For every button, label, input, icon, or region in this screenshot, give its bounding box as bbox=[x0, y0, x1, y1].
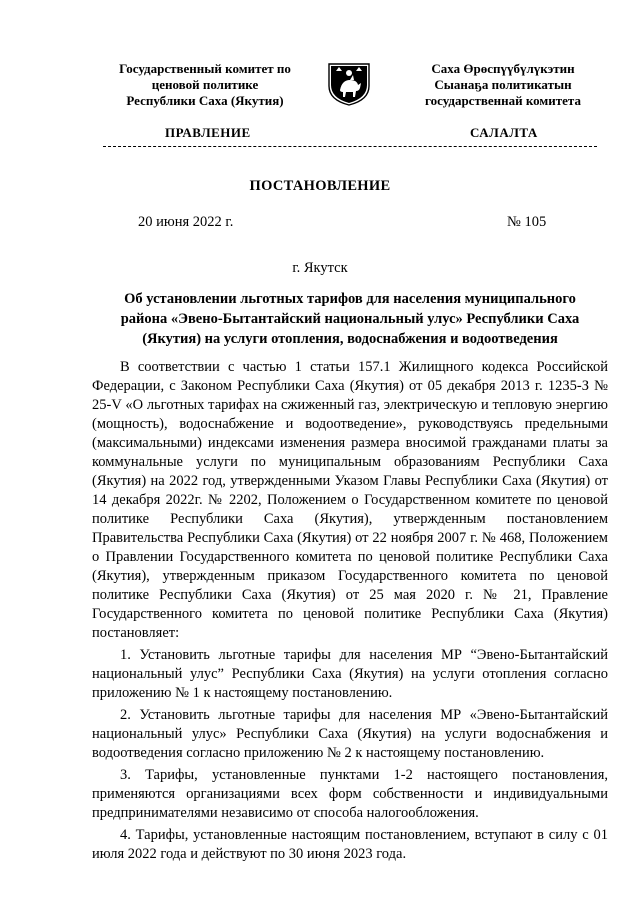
header-right-line: Сыанаҕа политикатын bbox=[434, 77, 572, 92]
clause-paragraph: 2. Установить льготные тарифы для населения МР «Эвено-Бытантайский национальный улус» Республики Саха (Якутия) на услуги водоснабжения и водоотведения согласно приложению № 2 к настоящему постановлению. bbox=[92, 707, 608, 761]
clause-paragraph: 1. Установить льготные тарифы для населения МР “Эвено-Бытантайский национальный улус” Республики Саха (Якутия) на услуги отопления согласно приложению № 1 к настоящему постановлению. bbox=[92, 647, 608, 701]
document-number: № 105 bbox=[507, 214, 547, 230]
header-board-label-sakha: САЛАЛТА bbox=[470, 125, 538, 140]
sakha-coat-of-arms-icon bbox=[326, 60, 372, 106]
document-date: 20 июня 2022 г. bbox=[138, 214, 234, 230]
subject-line: района «Эвено-Бытантайский национальный улус» Республики Саха bbox=[120, 311, 580, 327]
header-left-line: Государственный комитет по bbox=[119, 61, 291, 76]
clause-paragraph: 4. Тарифы, установленные настоящим постановлением, вступают в силу с 01 июля 2022 года и действуют по 30 июня 2023 года. bbox=[92, 827, 608, 862]
header-left-line: Республики Саха (Якутия) bbox=[126, 93, 284, 108]
header-right-line: государственнай комитета bbox=[425, 93, 581, 108]
header-left-line: ценовой политике bbox=[151, 77, 259, 92]
header-board-label-ru: ПРАВЛЕНИЕ bbox=[165, 125, 251, 140]
document-subject bbox=[92, 289, 608, 349]
subject-line: Об установлении льготных тарифов для населения муниципального bbox=[124, 291, 576, 307]
header-left-org-name bbox=[95, 61, 315, 109]
header-right-line: Саха Өрөспүүбүлүкэтин bbox=[431, 61, 575, 76]
document-body bbox=[92, 358, 608, 867]
header-divider bbox=[103, 146, 597, 147]
preamble-paragraph: В соответствии с частью 1 статьи 157.1 Жилищного кодекса Российской Федерации, с Законом Республики Саха (Якутия) от 05 декабря 2013 г. 1235-З № 25-V «О льготных тарифах на сжиженный газ, электрическую и тепловую энергию (мощность), водоснабжение и водоотведение», руководствуясь предельными (максимальными) индексами изменения размера вносимой гражданами платы за коммунальные услуги по муниципальным образованиям Республики Саха (Якутия) на 2022 год, утвержденными Указом Главы Республики Саха (Якутия) от 14 декабря 2022г. № 2202, Положением о Государственном комитете по ценовой политике Республики Саха (Якутия), утвержденным постановлением Правительства Республики Саха (Якутия) от 22 ноября 2007 г. № 468, Положением о Правлении Государственного комитета по ценовой политике Республики Саха (Якутия), утвержденным приказом Государственного комитета по ценовой политике Республики Саха (Якутия) от 25 мая 2020 г. № 21, Правление Государственного комитета по ценовой политике Республики Саха (Якутия) постановляет: bbox=[92, 359, 608, 641]
document-city: г. Якутск bbox=[292, 260, 348, 276]
document-title: ПОСТАНОВЛЕНИЕ bbox=[249, 178, 391, 194]
header-right-org-name bbox=[393, 61, 613, 109]
clause-paragraph: 3. Тарифы, установленные пунктами 1-2 настоящего постановления, применяются организациями всех форм собственности и индивидуальными предпринимателями независимо от способа налогообложения. bbox=[92, 767, 608, 821]
subject-line: (Якутия) на услуги отопления, водоснабжения и водоотведения bbox=[142, 331, 558, 347]
